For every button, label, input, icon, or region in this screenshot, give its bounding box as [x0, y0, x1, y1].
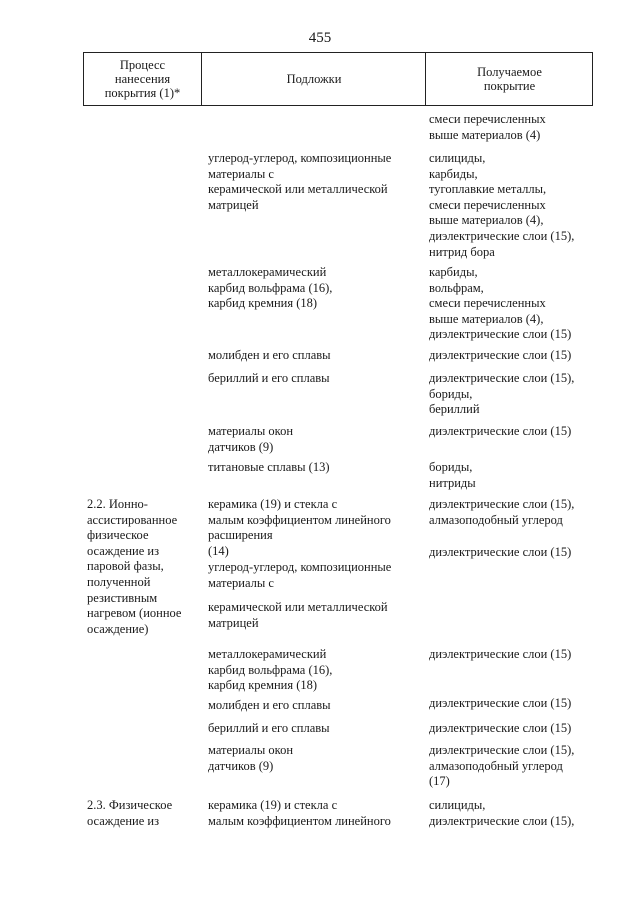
coating-cell: диэлектрические слои (15): [429, 424, 572, 438]
coating-cell: смеси перечисленных выше материалов (4): [429, 112, 546, 142]
substrate-cell: молибден и его сплавы: [208, 698, 331, 712]
coating-cell: диэлектрические слои (15): [429, 647, 572, 661]
coating-cell: диэлектрические слои (15): [429, 348, 572, 362]
substrate-cell: керамика (19) и стекла с малым коэффициентом линейного: [208, 798, 391, 828]
coating-cell: диэлектрические слои (15), алмазоподобный углерод (17): [429, 743, 575, 789]
substrate-cell: металлокерамический карбид вольфрама (16), карбид кремния (18): [208, 647, 333, 693]
coating-cell: бориды, нитриды: [429, 460, 476, 490]
page-number: 455: [308, 30, 332, 46]
header-process: Процесс нанесения покрытия (1)*: [104, 58, 181, 100]
coating-cell: силициды, карбиды, тугоплавкие металлы, смеси перечисленных выше материалов (4), диэлектрические слои (15), нитрид бора: [429, 151, 575, 259]
substrate-cell: углерод-углерод, композиционные материалы с: [208, 560, 392, 590]
substrate-cell: молибден и его сплавы: [208, 348, 331, 362]
substrate-cell: углерод-углерод, композиционные материалы с керамической или металлической матрицей: [208, 151, 392, 212]
substrate-cell: керамика (19) и стекла с малым коэффициентом линейного расширения (14): [208, 497, 391, 558]
coating-cell: диэлектрические слои (15): [429, 721, 572, 735]
substrate-cell: материалы окон датчиков (9): [208, 743, 294, 773]
process-cell: 2.3. Физическое осаждение из: [87, 798, 173, 828]
table-header: [83, 52, 593, 106]
header-coating: Получаемое покрытие: [425, 53, 593, 105]
coating-cell: диэлектрические слои (15): [429, 696, 572, 710]
coating-cell: карбиды, вольфрам, смеси перечисленных выше материалов (4), диэлектрические слои (15): [429, 265, 572, 342]
coating-cell: диэлектрические слои (15): [429, 545, 572, 559]
substrate-cell: бериллий и его сплавы: [208, 721, 330, 735]
coating-cell: диэлектрические слои (15), алмазоподобный углерод: [429, 497, 575, 527]
substrate-cell: титановые сплавы (13): [208, 460, 330, 474]
substrate-cell: материалы окон датчиков (9): [208, 424, 294, 454]
process-cell: 2.2. Ионно- ассистированное физическое осаждение из паровой фазы, полученной резистивным нагревом (ионное осаждение): [87, 497, 182, 636]
header-substrates: Подложки: [201, 53, 426, 105]
coating-cell: диэлектрические слои (15), бориды, бериллий: [429, 371, 575, 417]
substrate-cell: бериллий и его сплавы: [208, 371, 330, 385]
coating-cell: силициды, диэлектрические слои (15),: [429, 798, 575, 828]
substrate-cell: керамической или металлической матрицей: [208, 600, 388, 630]
substrate-cell: металлокерамический карбид вольфрама (16), карбид кремния (18): [208, 265, 333, 311]
